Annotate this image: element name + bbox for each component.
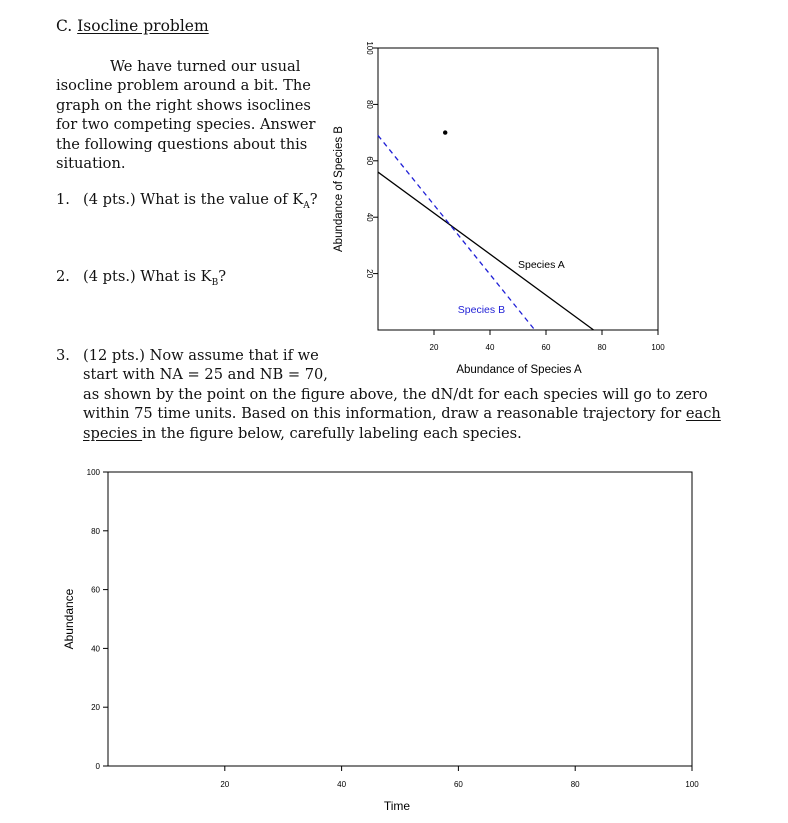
underlined-text: each: [685, 405, 721, 423]
x-tick-label: 60: [541, 343, 551, 352]
section-letter: C.: [56, 17, 73, 35]
question-mark: ?: [309, 191, 318, 208]
subscript: A: [303, 200, 310, 211]
question-text: (4 pts.) What is K: [83, 268, 212, 285]
y-axis-label: Abundance of Species B: [333, 126, 345, 252]
y-tick-label: 20: [91, 703, 100, 713]
y-tick-label: 100: [365, 41, 374, 55]
x-axis-label: Time: [383, 799, 411, 813]
y-tick-label: 40: [91, 644, 100, 654]
y-tick-label: 0: [95, 762, 100, 771]
y-axis-label: Abundance: [62, 588, 76, 650]
y-tick-label: 100: [86, 468, 100, 477]
question-text: in the figure below, carefully labeling each species.: [142, 424, 522, 442]
question-line: start with NA = 25 and NB = 70,: [83, 366, 328, 384]
y-tick-label: 60: [365, 156, 374, 166]
y-tick-label: 20: [365, 269, 374, 279]
section-title: Isocline problem: [77, 17, 209, 35]
x-axis-label: Abundance of Species A: [456, 364, 582, 376]
species-b-isocline: [378, 135, 535, 330]
x-tick-label: 20: [220, 780, 230, 789]
x-tick-label: 100: [651, 343, 665, 352]
intro-line: situation.: [56, 155, 126, 173]
question-text: within 75 time units. Based on this information, draw a reasonable trajectory for: [83, 405, 686, 423]
x-tick-label: 40: [485, 343, 495, 352]
starting-point-marker: [443, 130, 447, 134]
species-b-label: Species B: [457, 304, 506, 317]
intro-line: the following questions about this: [56, 135, 308, 153]
x-tick-label: 80: [570, 780, 580, 789]
plot-frame: [378, 48, 658, 330]
question-text: (4 pts.) What is the value of K: [83, 191, 304, 208]
subscript: B: [211, 277, 219, 288]
y-tick-label: 80: [365, 99, 374, 109]
question-line: as shown by the point on the figure above, the dN/dt for each species will go to zero: [83, 385, 708, 403]
question-number: 1.: [56, 191, 70, 208]
question-number: 2.: [56, 268, 70, 285]
x-tick-label: 40: [337, 780, 347, 789]
question-mark: ?: [218, 268, 227, 285]
question-number: 3.: [56, 347, 70, 364]
y-tick-label: 60: [91, 585, 100, 595]
intro-line: We have turned our usual: [110, 58, 301, 75]
y-tick-label: 80: [91, 526, 100, 536]
x-tick-label: 80: [597, 343, 607, 352]
intro-line: isocline problem around a bit. The: [56, 77, 311, 95]
intro-line: for two competing species. Answer: [56, 116, 316, 134]
intro-line: graph on the right shows isoclines: [56, 96, 311, 114]
species-a-label: Species A: [518, 258, 565, 271]
x-tick-label: 20: [429, 343, 439, 352]
x-tick-label: 60: [453, 780, 463, 789]
y-tick-label: 40: [365, 212, 374, 222]
x-tick-label: 100: [685, 780, 699, 789]
underlined-text: species: [83, 424, 143, 442]
question-text: (12 pts.) Now assume that if we: [83, 347, 319, 364]
